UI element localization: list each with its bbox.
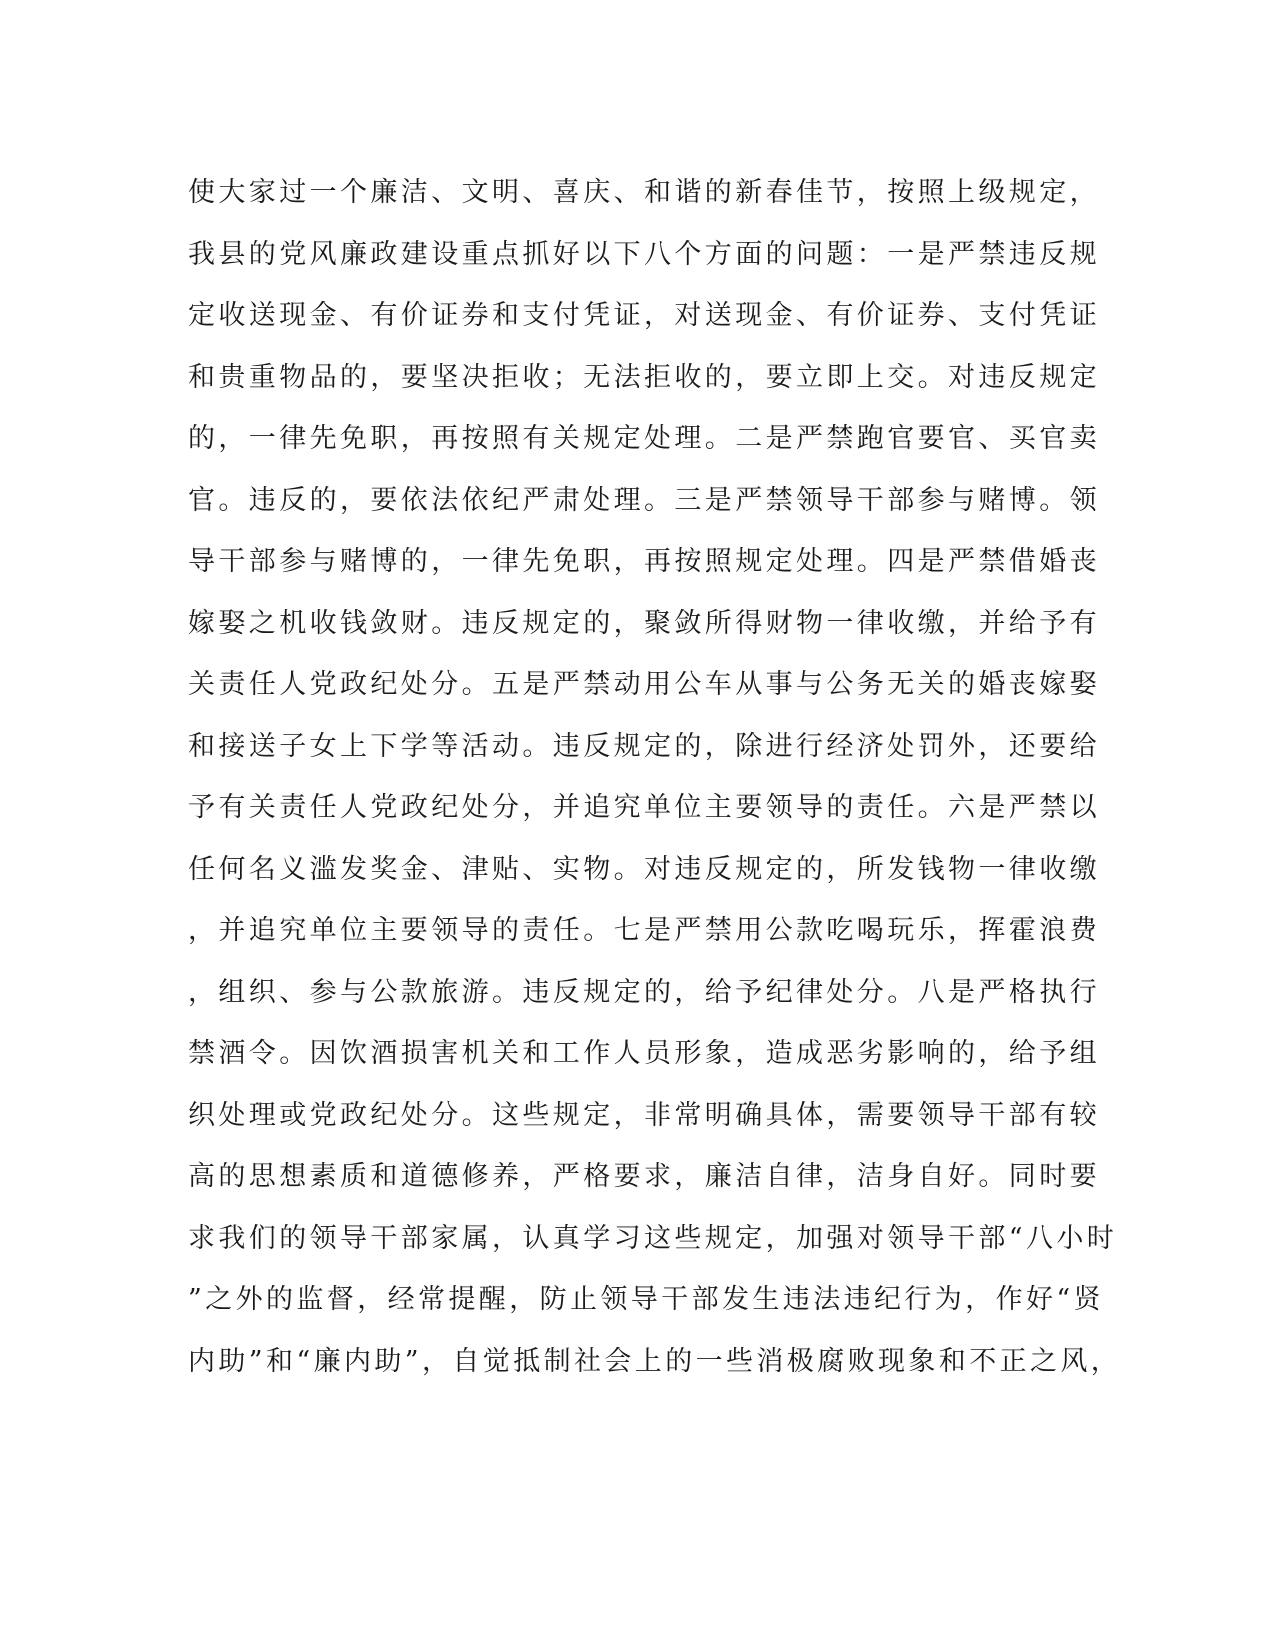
text-line-13: ，并追究单位主要领导的责任。七是严禁用公款吃喝玩乐，挥霍浪费 <box>188 915 1100 946</box>
text-line-1: 使大家过一个廉洁、文明、喜庆、和谐的新春佳节，按照上级规定， <box>188 177 1100 208</box>
text-line-4: 和贵重物品的，要坚决拒收；无法拒收的，要立即上交。对违反规定 <box>188 361 1100 393</box>
text-line-9: 关责任人党政纪处分。五是严禁动用公车从事与公务无关的婚丧嫁娶 <box>188 669 1100 700</box>
text-line-3: 定收送现金、有价证券和支付凭证，对送现金、有价证券、支付凭证 <box>188 300 1100 331</box>
text-line-12: 任何名义滥发奖金、津贴、实物。对违反规定的，所发钱物一律收缴 <box>188 853 1100 885</box>
text-line-16: 织处理或党政纪处分。这些规定，非常明确具体，需要领导干部有较 <box>188 1099 1100 1131</box>
text-line-7: 导干部参与赌博的，一律先免职，再按照规定处理。四是严禁借婚丧 <box>188 546 1100 577</box>
text-line-2: 我县的党风廉政建设重点抓好以下八个方面的问题：一是严禁违反规 <box>188 238 1100 270</box>
text-line-5: 的，一律先免职，再按照有关规定处理。二是严禁跑官要官、买官卖 <box>188 423 1100 454</box>
text-line-11: 予有关责任人党政纪处分，并追究单位主要领导的责任。六是严禁以 <box>188 792 1100 823</box>
body-paragraph <box>188 162 1122 1392</box>
text-line-20: 内助”和“廉内助”，自觉抵制社会上的一些消极腐败现象和不正之风， <box>188 1345 1122 1377</box>
text-line-17: 高的思想素质和道德修养，严格要求，廉洁自律，洁身自好。同时要 <box>188 1161 1100 1192</box>
text-line-8: 嫁娶之机收钱敛财。违反规定的，聚敛所得财物一律收缴，并给予有 <box>188 607 1100 639</box>
text-line-18: 求我们的领导干部家属，认真学习这些规定，加强对领导干部“八小时 <box>188 1222 1118 1254</box>
text-line-6: 官。违反的，要依法依纪严肃处理。三是严禁领导干部参与赌博。领 <box>188 484 1100 516</box>
text-line-15: 禁酒令。因饮酒损害机关和工作人员形象，造成恶劣影响的，给予组 <box>188 1038 1100 1069</box>
text-line-19: ”之外的监督，经常提醒，防止领导干部发生违法违纪行为，作好“贤 <box>188 1284 1105 1315</box>
text-line-14: ，组织、参与公款旅游。违反规定的，给予纪律处分。八是严格执行 <box>188 976 1100 1008</box>
text-line-10: 和接送子女上下学等活动。违反规定的，除进行经济处罚外，还要给 <box>188 730 1100 762</box>
